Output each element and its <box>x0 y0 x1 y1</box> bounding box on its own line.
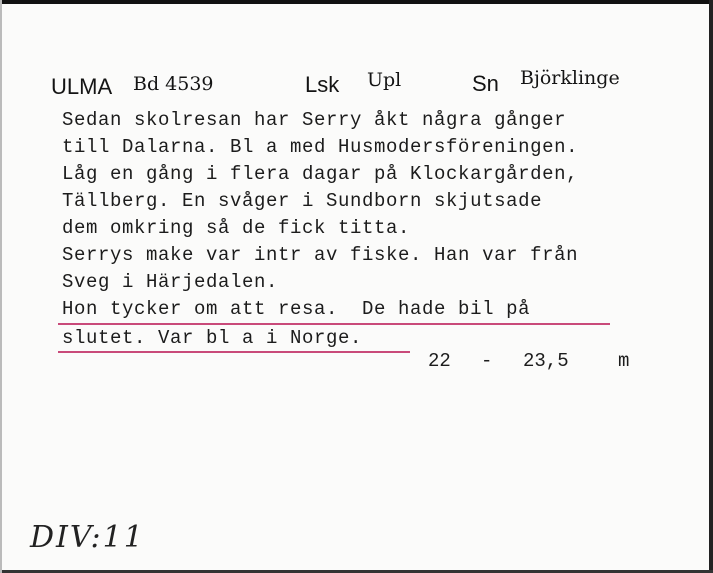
sn-value: Björklinge <box>520 67 620 89</box>
card-top-edge <box>0 0 713 4</box>
body-line-2: till Dalarna. Bl a med Husmodersföreningen. <box>62 136 579 158</box>
body-line-5: dem omkring så de fick titta. <box>62 217 411 239</box>
sn-label: Sn <box>472 71 499 96</box>
measure-dash: - <box>481 350 493 372</box>
measure-to: 23,5 <box>523 350 569 372</box>
body-line-8: Hon tycker om att resa. De hade bil på <box>62 298 531 320</box>
lsk-label: Lsk <box>305 72 340 97</box>
card-left-edge <box>0 0 2 573</box>
handwritten-signature: DIV:11 <box>30 520 145 555</box>
measure-unit: m <box>618 350 630 372</box>
highlight-underline-1 <box>58 323 610 325</box>
highlight-underline-2 <box>58 351 410 353</box>
body-line-6: Serrys make var intr av fiske. Han var från <box>62 244 579 266</box>
lsk-value: Upl <box>367 69 402 91</box>
body-line-4: Tällberg. En svåger i Sundborn skjutsade <box>62 190 543 212</box>
measure-from: 22 <box>428 350 451 372</box>
card-right-edge <box>709 0 713 573</box>
body-line-9: slutet. Var bl a i Norge. <box>62 327 363 349</box>
body-line-3: Låg en gång i flera dagar på Klockargården, <box>62 163 579 185</box>
body-line-7: Sveg i Härjedalen. <box>62 271 279 293</box>
ulma-label: ULMA <box>51 74 113 99</box>
bd-value: Bd 4539 <box>133 73 214 95</box>
body-line-1: Sedan skolresan har Serry åkt några gånger <box>62 109 567 131</box>
